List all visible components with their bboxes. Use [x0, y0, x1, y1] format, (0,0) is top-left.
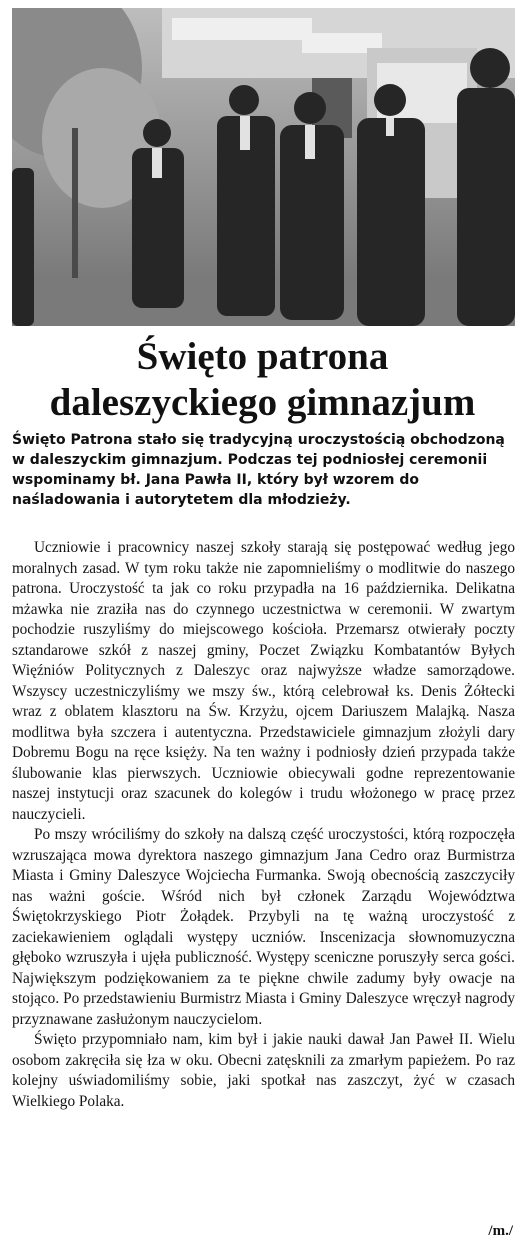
- article-photo: [12, 8, 515, 326]
- body-paragraph-3: Święto przypomniało nam, kim był i jakie nauki dawał Jan Paweł II. Wielu osobom zakręciła się łza w oku. Obecni zatęsknili za zmarłym papieżem. Po raz kolejny uświadomiliśmy sobie, jaki spotkał nas zaszczyt, żyć w czasach Wielkiego Polaka.: [12, 1031, 515, 1110]
- author-signature: /m./: [488, 1223, 513, 1239]
- article-headline: [0, 334, 525, 426]
- headline-line-1: Święto patrona: [136, 335, 389, 378]
- body-paragraph-1: Uczniowie i pracownicy naszej szkoły starają się postępować według jego moralnych zasad. W tym roku także nie zapomnieliśmy o modlitwie do naszego patrona. Uroczystość ta jak co roku przypadła na 16 października. Delikatna mżawka nie zraziła nas do czynnego uczestnictwa w ceremonii. W zwartym pochodzie ruszyliśmy do miejscowego kościoła. Przemarsz otwierały poczty sztandarowe szkół z naszej gminy, Poczet Związku Kombatantów Byłych Więźniów Politycznych z Daleszyc oraz najwyższe władze samorządowe. Wszyscy uczestniczyliśmy we mszy św., którą celebrował ks. Denis Żółtecki wraz z oblatem klasztoru na Św. Krzyżu, ojcem Dariuszem Malajką. Nasza modlitwa była szczera i autentyczna. Przedstawiciele gimnazjum złożyli dary Dobremu Bogu na ręce księży. Na ten ważny i podniosły dzień przypada także ślubowanie klas pierwszych. Uczniowie obiecywali godne reprezentowanie naszej instytucji oraz szacunek do kolegów i trudu włożonego w pracę przez nauczycieli.: [12, 539, 515, 823]
- headline-line-2: daleszyckiego gimnazjum: [49, 381, 476, 424]
- article-lead: Święto Patrona stało się tradycyjną uroczystością obchodzoną w daleszyckim gimnazjum. Podczas tej podniosłej ceremonii wspominamy bł. Jana Pawła II, który był wzorem do naśladowania i autorytetem dla młodzieży.: [12, 432, 505, 508]
- body-paragraph-2: Po mszy wróciliśmy do szkoły na dalszą część uroczystości, którą rozpoczęła wzruszająca mowa dyrektora naszego gimnazjum Jana Cedro oraz Burmistrza Miasta i Gminy Daleszyce Wojciecha Furmanka. Swoją obecnością zaszczyciły nas ważni goście. Wśród nich był członek Zarządu Województwa Świętokrzyskiego Piotr Żołądek. Przybyli na tę ważną uroczystość z zaciekawieniem oglądali występy uczniów. Inscenizacja słownomuzyczna głęboko wzruszyła i ujęła publiczność. Występy sceniczne poruszyły serca gości. Największym podziękowaniem za te piękne chwile zadumy były owacje na stojąco. Po przedstawieniu Burmistrz Miasta i Gminy Daleszyce wręczył nagrody przyznawane zasłużonym nauczycielom.: [12, 826, 515, 1028]
- article-body: [12, 538, 515, 1112]
- group-of-men-photo-icon: [12, 8, 515, 326]
